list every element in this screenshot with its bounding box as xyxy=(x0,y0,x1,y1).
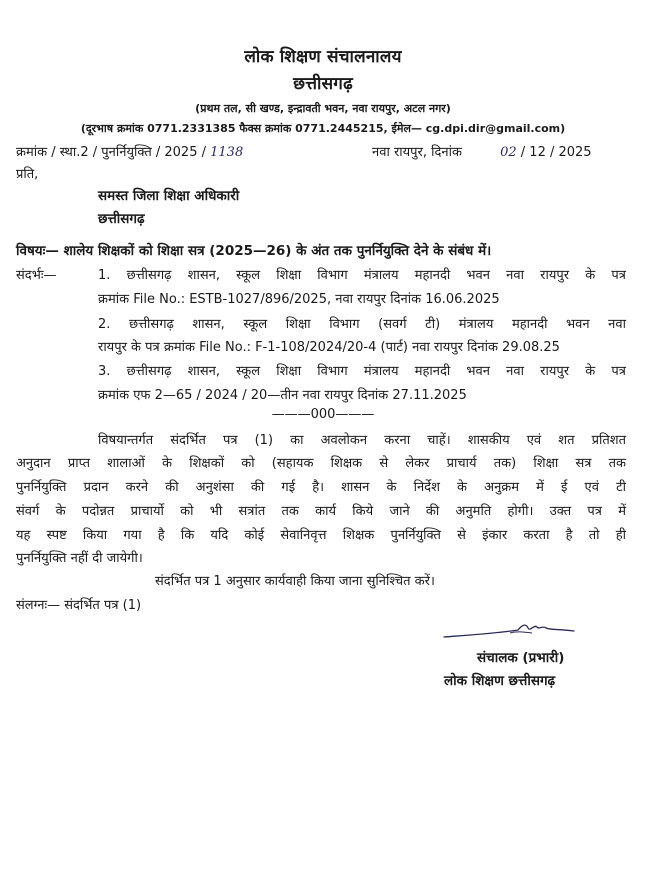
body-line-5: यह स्पष्ट किया गया है कि यदि कोई सेवानिवृत्त शिक्षक पुनर्नियुक्ति से इंकार करता है तो ही xyxy=(16,528,626,543)
action-line: संदर्भित पत्र 1 अनुसार कार्यवाही किया जाना सुनिश्चित करें। xyxy=(155,574,435,589)
subject-line xyxy=(16,241,491,259)
reference-1-line1: 1. छत्तीसगढ़ शासन, स्कूल शिक्षा विभाग मंत्रालय महानदी भवन नवा रायपुर के पत्र xyxy=(98,268,626,283)
recipient-state: छत्तीसगढ़ xyxy=(98,211,145,227)
subject-text: शालेय शिक्षकों को शिक्षा सत्र (2025—26) के अंत तक पुनर्नियुक्ति देने के संबंध में। xyxy=(63,243,492,259)
references-label: संदर्भः— xyxy=(16,268,57,283)
body-line-6: पुनर्नियुक्ति नहीं दी जायेगी। xyxy=(16,551,143,566)
signatory-office: लोक शिक्षण छत्तीसगढ़ xyxy=(444,673,556,689)
recipient: समस्त जिला शिक्षा अधिकारी xyxy=(98,188,240,204)
signatory-designation: संचालक (प्रभारी) xyxy=(477,650,565,666)
reference-3-line1: 3. छत्तीसगढ़ शासन, स्कूल शिक्षा विभाग मंत्रालय महानदी भवन नवा रायपुर के पत्र xyxy=(98,364,626,379)
office-state: छत्तीसगढ़ xyxy=(293,74,353,94)
signature-scribble xyxy=(440,615,580,643)
body-line-3: पुनर्नियुक्ति प्रदान करने की अनुशंसा की गई है। शासन के निर्देश के अनुक्रम में ई एवं टी xyxy=(16,480,626,495)
body-line-1: विषयान्तर्गत संदर्भित पत्र (1) का अवलोकन करना चाहें। शासकीय एवं शत प्रतिशत xyxy=(98,433,626,448)
office-title: लोक शिक्षण संचालनालय xyxy=(244,47,402,67)
letter-number xyxy=(16,142,243,160)
prati-label: प्रति, xyxy=(16,167,39,182)
date-rest: / 12 / 2025 xyxy=(520,145,592,160)
reference-2-line2: रायपुर के पत्र क्रमांक File No.: F-1-108/2024/20-4 (पार्ट) नवा रायपुर दिनांक 29.08.25 xyxy=(98,340,560,355)
reference-3-line2: क्रमांक एफ 2—65 / 2024 / 20—तीन नवा रायपुर दिनांक 27.11.2025 xyxy=(98,388,467,403)
reference-2-line1: 2. छत्तीसगढ़ शासन, स्कूल शिक्षा विभाग (सवर्ग टी) मंत्रालय महानदी भवन नवा xyxy=(98,317,626,332)
letter-date xyxy=(372,142,592,160)
separator: ———000——— xyxy=(271,407,375,422)
office-contact: (दूरभाष क्रमांक 0771.2331385 फैक्स क्रमांक 0771.2445215, ईमेल— cg.dpi.dir@gmail.com) xyxy=(80,122,566,135)
enclosure: संलग्नः— संदर्भित पत्र (1) xyxy=(16,598,142,613)
body-line-4: संवर्ग के पदोन्नत प्राचार्यो को भी सत्रांत तक कार्य किये जाने की अनुमति होगी। उक्त पत्र में xyxy=(16,504,626,519)
office-address: (प्रथम तल, सी खण्ड, इन्द्रावती भवन, नवा रायपुर, अटल नगर) xyxy=(195,102,451,115)
letter-number-handwritten: 1138 xyxy=(210,145,244,160)
subject-label: विषयः— xyxy=(16,243,59,259)
body-line-2: अनुदान प्राप्त शालाओं के शिक्षकों को (सहायक शिक्षक से लेकर प्राचार्य तक) शिक्षा सत्र तक xyxy=(16,456,626,471)
letter-number-prefix: क्रमांक / स्था.2 / पुनर्नियुक्ति / 2025 / xyxy=(16,145,206,160)
place-date-label: नवा रायपुर, दिनांक xyxy=(372,145,462,160)
date-handwritten: 02 xyxy=(500,145,517,160)
reference-1-line2: क्रमांक File No.: ESTB-1027/896/2025, नवा रायपुर दिनांक 16.06.2025 xyxy=(98,292,500,307)
